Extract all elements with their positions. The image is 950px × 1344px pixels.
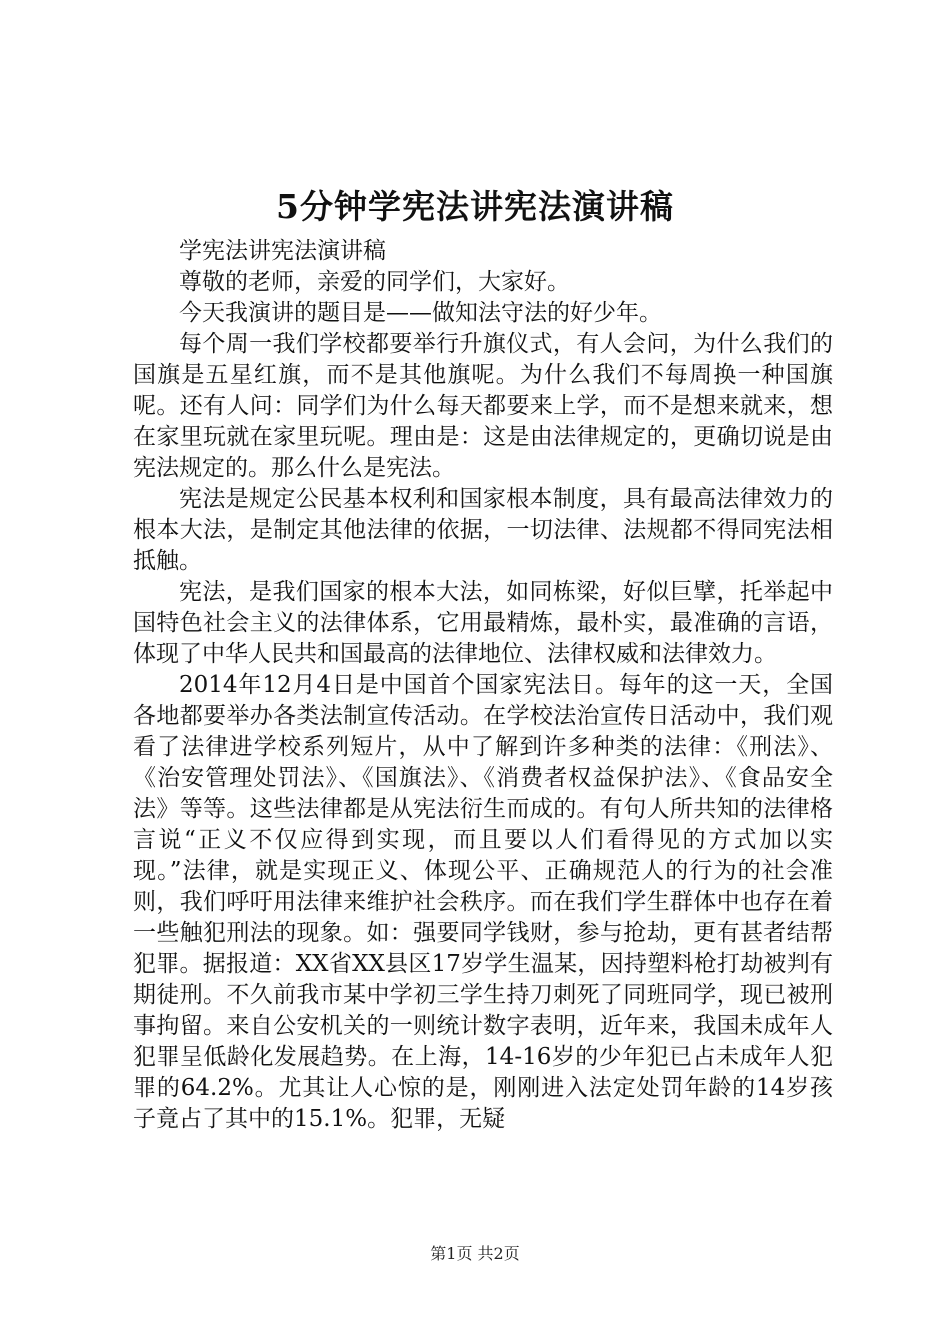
paragraph-constitution-day: 2014年12月4日是中国首个国家宪法日。每年的这一天，全国各地都要举办各类法制宣传活动。在学校法治宣传日活动中，我们观看了法律进学校系列短片，从中了解到许多种类的法律：《刑法》、《治安管理处罚法》、《国旗法》、《消费者权益保护法》、《食品安全法》等等。这些法律都是从宪法衍生而成的。有句人所共知的法律格言说“正义不仅应得到实现，而且要以人们看得见的方式加以实现。”法律，就是实现正义、体现公平、正确规范人的行为的社会准则，我们呼吁用法律来维护社会秩序。而在我们学生群体中也存在着一些触犯刑法的现象。如：强要同学钱财，参与抢劫，更有甚者结帮犯罪。据报道：XX省XX县区17岁学生温某，因持塑料枪打劫被判有期徒刑。不久前我市某中学初三学生持刀刺死了同班同学，现已被刑事拘留。来自公安机关的一则统计数字表明，近年来，我国未成年人犯罪呈低龄化发展趋势。在上海，14-16岁的少年犯已占未成年人犯罪的64.2%。尤其让人心惊的是，刚刚进入法定处罚年龄的14岁孩子竟占了其中的15.1%。犯罪，无疑: [133, 672, 833, 1132]
paragraph-constitution-role: 宪法，是我们国家的根本大法，如同栋梁，好似巨擘，托举起中国特色社会主义的法律体系，它用最精炼，最朴实，最准确的言语，体现了中华人民共和国最高的法律地位、法律权威和法律效力。: [133, 579, 833, 667]
document-title: 5分钟学宪法讲宪法演讲稿: [276, 187, 674, 226]
document-body: [133, 236, 833, 1135]
paragraph-greeting: 尊敬的老师，亲爱的同学们，大家好。: [179, 269, 570, 295]
paragraph-flag-ceremony: 每个周一我们学校都要举行升旗仪式，有人会问，为什么我们的国旗是五星红旗，而不是其他旗呢。为什么我们不每周换一种国旗呢。还有人问：同学们为什么每天都要来上学，而不是想来就来，想在家里玩就在家里玩呢。理由是：这是由法律规定的，更确切说是由宪法规定的。那么什么是宪法。: [133, 331, 833, 481]
paragraph-subtitle: 学宪法讲宪法演讲稿: [179, 238, 386, 264]
paragraph-topic: 今天我演讲的题目是——做知法守法的好少年。: [179, 300, 662, 326]
page-number-footer: 第1页 共2页: [430, 1244, 520, 1263]
paragraph-constitution-definition: 宪法是规定公民基本权利和国家根本制度，具有最高法律效力的根本大法，是制定其他法律的依据，一切法律、法规都不得同宪法相抵触。: [133, 486, 833, 574]
